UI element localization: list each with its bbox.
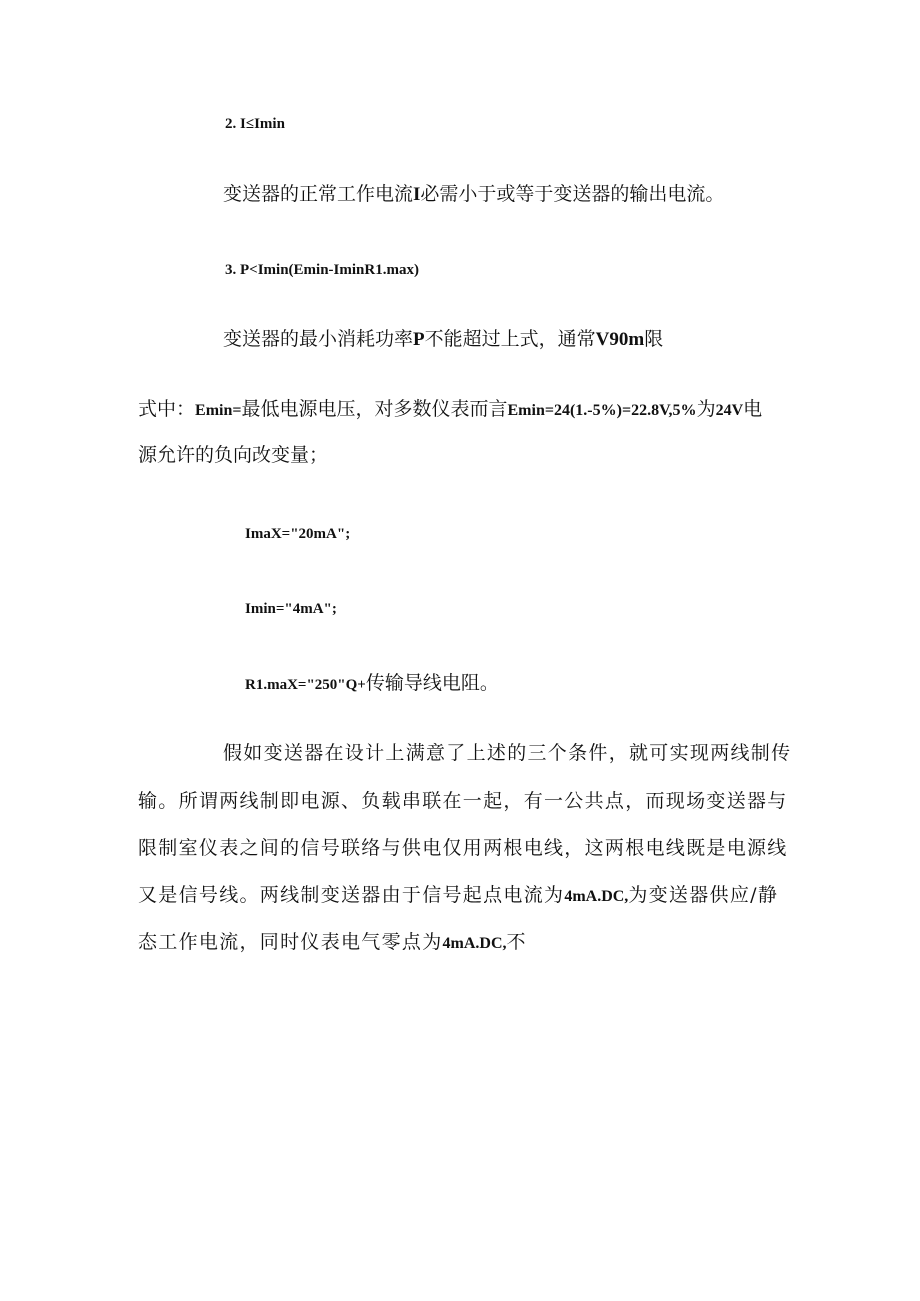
text-segment: R1.maX="250"Q+ — [245, 677, 366, 693]
paragraph-line-1: 假如变送器在设计上满意了上述的三个条件，就可实现两线制传 — [223, 742, 792, 764]
item-2-heading: 2. I≤Imin — [225, 116, 285, 132]
text-segment: Emin=24(1.-5%)=22.8V,5% — [507, 402, 697, 419]
text-segment: 不能超过上式，通常 — [424, 328, 596, 350]
text-segment: 为变送器供应/静 — [628, 884, 779, 906]
text-segment: 为 — [696, 398, 716, 420]
text-segment: P — [413, 329, 425, 350]
item-3-heading: 3. P<Imin(Emin-IminR1.max) — [225, 262, 419, 278]
text-segment: 最低电源电压，对多数仪表而言 — [241, 398, 508, 420]
text-segment: Emin= — [195, 402, 242, 419]
text-segment: 传输导线电阻。 — [365, 672, 499, 694]
text-segment: 变送器的正常工作电流 — [223, 183, 414, 205]
text-segment: V90m — [595, 329, 645, 350]
text-segment: 限 — [644, 328, 664, 350]
text-segment: 式中： — [138, 398, 196, 420]
text-segment: 4mA.DC, — [564, 888, 629, 905]
rmax-definition — [245, 671, 499, 697]
item-3-description — [223, 327, 663, 352]
text-segment: 4mA.DC, — [442, 935, 507, 952]
paragraph-line-5 — [138, 930, 526, 956]
paragraph-line-2: 输。所谓两线制即电源、负载串联在一起，有一公共点，而现场变送器与 — [138, 790, 788, 812]
paragraph-line-4 — [138, 883, 778, 909]
text-segment: 必需小于或等于变送器的输出电流。 — [420, 183, 725, 205]
text-segment: 又是信号线。两线制变送器由于信号起点电流为 — [138, 884, 565, 906]
text-segment: 电 — [743, 398, 763, 420]
item-2-description — [223, 182, 724, 207]
text-segment: 不 — [506, 931, 526, 953]
imax-definition: ImaX="20mA"; — [245, 526, 351, 542]
formula-note-line-2: 源允许的负向改变量； — [138, 444, 329, 466]
imin-definition: Imin="4mA"; — [245, 601, 337, 617]
paragraph-line-3: 限制室仪表之间的信号联络与供电仅用两根电线，这两根电线既是电源线 — [138, 837, 788, 859]
text-segment: 变送器的最小消耗功率 — [223, 328, 414, 350]
formula-note-line-1 — [138, 397, 762, 423]
text-segment: 态工作电流，同时仪表电气零点为 — [138, 931, 443, 953]
text-segment: 24V — [715, 402, 744, 419]
text-segment: I — [413, 184, 421, 205]
